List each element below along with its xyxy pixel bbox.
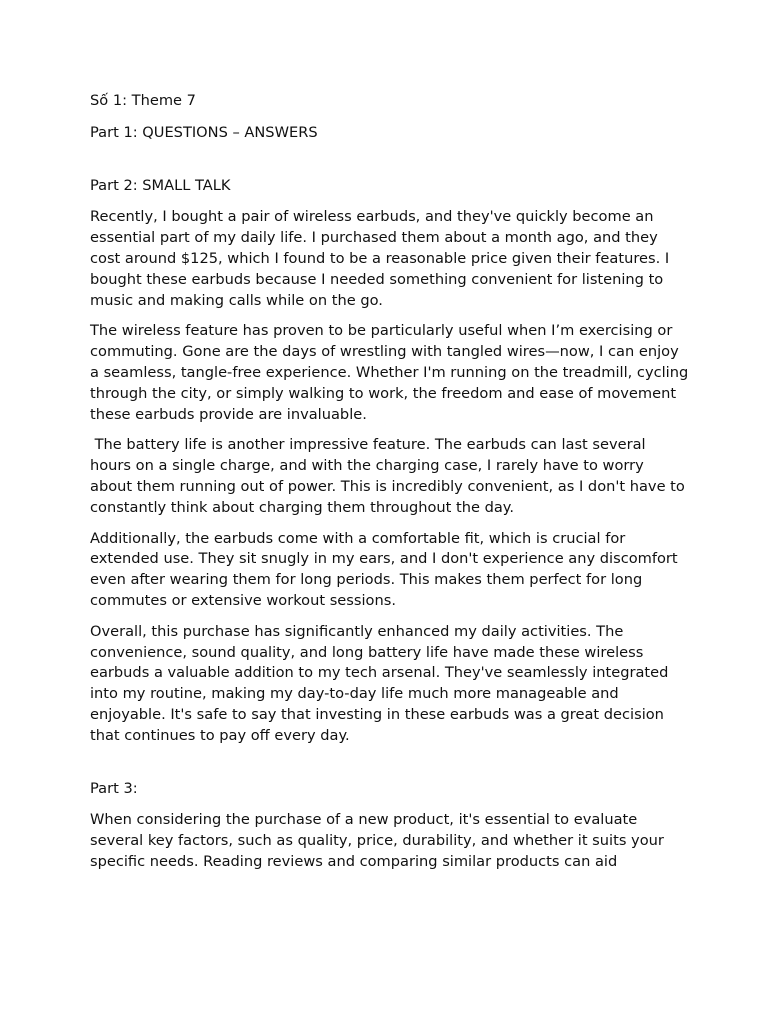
document-page [90, 91, 693, 883]
part2-heading: Part 2: SMALL TALK [90, 176, 231, 194]
part1-heading: Part 1: QUESTIONS – ANSWERS [90, 123, 318, 141]
part2-paragraph: The wireless feature has proven to be particularly useful when I’m exercising or commuting. Gone are the days of wrestling with tangled wires—now, I can enjoy a seamless, tangle-free experience. Whether I'm running on the treadmill, cycling through the city, or simply walking to work, the freedom and ease of movement these earbuds provide are invaluable. [90, 322, 693, 423]
part2-paragraph: The battery life is another impressive feature. The earbuds can last several hours on a single charge, and with the charging case, I rarely have to worry about them running out of power. This is incredibly convenient, as I don't have to constantly think about charging them throughout the day. [90, 436, 690, 516]
document-title: Số 1: Theme 7 [90, 92, 196, 109]
part3-paragraph: When considering the purchase of a new product, it's essential to evaluate several key factors, such as quality, price, durability, and whether it suits your specific needs. Reading reviews and comparing similar products can aid [90, 811, 664, 870]
part2-paragraph: Recently, I bought a pair of wireless earbuds, and they've quickly become an essential part of my daily life. I purchased them about a month ago, and they cost around $125, which I found to be a reasonable price given their features. I bought these earbuds because I needed something convenient for listening to music and making calls while on the go. [90, 208, 674, 309]
part3-heading: Part 3: [90, 779, 138, 797]
part2-paragraph: Overall, this purchase has significantly enhanced my daily activities. The convenience, sound quality, and long battery life have made these wireless earbuds a valuable addition to my tech arsenal. They've seamlessly integrated into my routine, making my day-to-day life much more manageable and enjoyable. It's safe to say that investing in these earbuds was a great decision that continues to pay off every day. [90, 622, 674, 744]
part2-paragraph: Additionally, the earbuds come with a comfortable fit, which is crucial for extended use. They sit snugly in my ears, and I don't experience any discomfort even after wearing them for long periods. This makes them perfect for long commutes or extensive workout sessions. [90, 529, 683, 609]
